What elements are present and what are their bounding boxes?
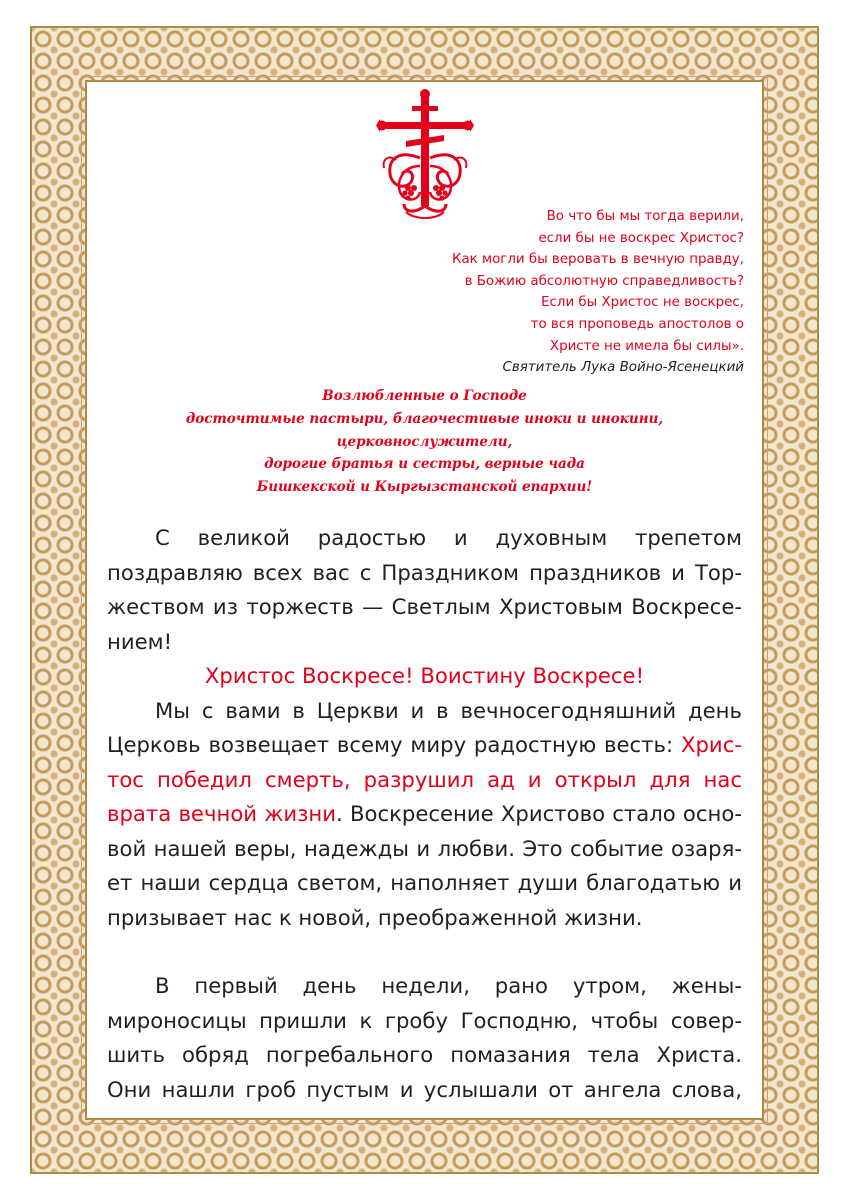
paragraph-gap <box>107 935 742 969</box>
highlighted-text: Хрис- <box>680 732 742 757</box>
salutation-line: дорогие братья и сестры, верные чада <box>264 456 585 473</box>
letter-body <box>107 521 742 1107</box>
salutation-line: церковнослужители, <box>336 433 513 450</box>
body-line: Мы с вами в Церкви и в вечносегодняшний день <box>155 697 742 723</box>
body-line: шить обряд погребального помазания тела Христа. <box>107 1042 742 1067</box>
body-line <box>107 728 742 763</box>
orthodox-cross-icon <box>370 88 480 223</box>
salutation-line: Возлюбленные о Господе <box>322 388 527 404</box>
body-line: жеством из торжеств — Светлым Христовым Воскресе- <box>107 594 742 619</box>
epigraph-line: Как могли бы веровать в вечную правду, <box>451 252 744 268</box>
body-line: мироносицы пришли к гробу Господню, чтобы совер- <box>107 1007 742 1033</box>
epigraph-line: Во что бы мы тогда верили, <box>546 209 744 224</box>
epigraph-line: Христе не имела бы силы». <box>549 338 744 354</box>
salutation-line: досточтимые пастыри, благочестивые иноки и инокини, <box>185 410 664 427</box>
body-text-fragment: Церковь возвещает всему миру радостную весть: <box>107 732 681 757</box>
highlighted-text: врата вечной жизни <box>107 801 337 826</box>
body-text-fragment: . Воскресение Христово стало осно- <box>336 801 742 826</box>
salutation <box>110 385 739 499</box>
epigraph-quote <box>404 206 744 379</box>
body-line: поздравляю всех вас с Праздником праздников и Тор- <box>107 559 742 585</box>
body-line: призывает нас к новой, преображенной жизни. <box>107 904 643 930</box>
body-line <box>107 797 742 832</box>
highlighted-text: тос победил смерть, разрушил ад и открыл для нас <box>107 766 742 792</box>
epigraph-line: то вся проповедь апостолов о <box>530 316 744 332</box>
body-line: ет наши сердца светом, наполняет души благодатью и <box>107 870 742 895</box>
easter-greeting: Христос Воскресе! Воистину Воскресе! <box>204 663 645 688</box>
body-line: нием! <box>107 628 173 654</box>
epigraph-line: Если бы Христос не воскрес, <box>541 295 744 311</box>
epigraph-line: если бы не воскрес Христос? <box>538 230 744 246</box>
body-line: вой нашей веры, надежды и любви. Это событие озаря- <box>107 835 742 861</box>
epigraph-author: Святитель Лука Войно-Ясенецкий <box>502 360 744 376</box>
body-line: Они нашли гроб пустым и услышали от ангела слова, <box>107 1076 742 1102</box>
body-line: С великой радостью и духовным трепетом <box>155 525 742 550</box>
salutation-line: Бишкекской и Кыргызстанской епархии! <box>256 479 593 496</box>
epigraph-line: в Божию абсолютную справедливость? <box>464 273 744 289</box>
body-line: В первый день недели, рано утром, жены- <box>155 973 742 998</box>
